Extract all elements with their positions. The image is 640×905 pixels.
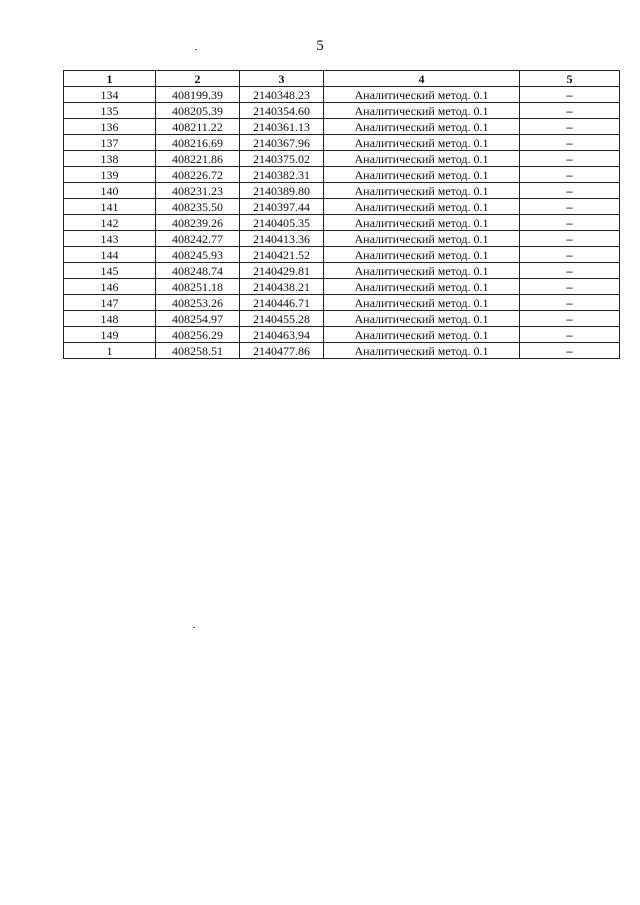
value-cell: – bbox=[520, 247, 620, 263]
method-cell: Аналитический метод. 0.1 bbox=[324, 87, 520, 103]
point-number-cell: 147 bbox=[64, 295, 156, 311]
point-number-cell: 145 bbox=[64, 263, 156, 279]
table-header-row bbox=[64, 71, 620, 87]
x-coordinate-cell: 408251.18 bbox=[156, 279, 240, 295]
value-cell: – bbox=[520, 119, 620, 135]
method-cell: Аналитический метод. 0.1 bbox=[324, 183, 520, 199]
point-number-cell: 141 bbox=[64, 199, 156, 215]
table-row bbox=[64, 231, 620, 247]
x-coordinate-cell: 408199.39 bbox=[156, 87, 240, 103]
table-row bbox=[64, 151, 620, 167]
x-coordinate-cell: 408258.51 bbox=[156, 343, 240, 359]
value-cell: – bbox=[520, 215, 620, 231]
x-coordinate-cell: 408211.22 bbox=[156, 119, 240, 135]
value-cell: – bbox=[520, 135, 620, 151]
x-coordinate-cell: 408216.69 bbox=[156, 135, 240, 151]
value-cell: – bbox=[520, 151, 620, 167]
y-coordinate-cell: 2140446.71 bbox=[240, 295, 324, 311]
table-body bbox=[64, 87, 620, 359]
point-number-cell: 149 bbox=[64, 327, 156, 343]
value-cell: – bbox=[520, 183, 620, 199]
x-coordinate-cell: 408245.93 bbox=[156, 247, 240, 263]
value-cell: – bbox=[520, 343, 620, 359]
point-number-cell: 148 bbox=[64, 311, 156, 327]
method-cell: Аналитический метод. 0.1 bbox=[324, 103, 520, 119]
table-row bbox=[64, 199, 620, 215]
table-row bbox=[64, 103, 620, 119]
point-number-cell: 143 bbox=[64, 231, 156, 247]
point-number-cell: 146 bbox=[64, 279, 156, 295]
y-coordinate-cell: 2140455.28 bbox=[240, 311, 324, 327]
x-coordinate-cell: 408242.77 bbox=[156, 231, 240, 247]
value-cell: – bbox=[520, 327, 620, 343]
x-coordinate-cell: 408254.97 bbox=[156, 311, 240, 327]
table-row bbox=[64, 295, 620, 311]
value-cell: – bbox=[520, 311, 620, 327]
y-coordinate-cell: 2140348.23 bbox=[240, 87, 324, 103]
table-row bbox=[64, 167, 620, 183]
method-cell: Аналитический метод. 0.1 bbox=[324, 327, 520, 343]
point-number-cell: 135 bbox=[64, 103, 156, 119]
column-header-5: 5 bbox=[520, 71, 620, 87]
table-row bbox=[64, 279, 620, 295]
point-number-cell: 139 bbox=[64, 167, 156, 183]
point-number-cell: 144 bbox=[64, 247, 156, 263]
x-coordinate-cell: 408256.29 bbox=[156, 327, 240, 343]
page-number: 5 bbox=[316, 38, 324, 54]
x-coordinate-cell: 408231.23 bbox=[156, 183, 240, 199]
point-number-cell: 1 bbox=[64, 343, 156, 359]
point-number-cell: 142 bbox=[64, 215, 156, 231]
table-row bbox=[64, 263, 620, 279]
column-header-2: 2 bbox=[156, 71, 240, 87]
table-row bbox=[64, 119, 620, 135]
y-coordinate-cell: 2140438.21 bbox=[240, 279, 324, 295]
table-row bbox=[64, 135, 620, 151]
table-row bbox=[64, 215, 620, 231]
x-coordinate-cell: 408205.39 bbox=[156, 103, 240, 119]
method-cell: Аналитический метод. 0.1 bbox=[324, 167, 520, 183]
method-cell: Аналитический метод. 0.1 bbox=[324, 311, 520, 327]
y-coordinate-cell: 2140382.31 bbox=[240, 167, 324, 183]
table-row bbox=[64, 311, 620, 327]
table-row bbox=[64, 87, 620, 103]
method-cell: Аналитический метод. 0.1 bbox=[324, 119, 520, 135]
table-row bbox=[64, 183, 620, 199]
scan-speck bbox=[195, 49, 197, 50]
method-cell: Аналитический метод. 0.1 bbox=[324, 295, 520, 311]
method-cell: Аналитический метод. 0.1 bbox=[324, 199, 520, 215]
point-number-cell: 134 bbox=[64, 87, 156, 103]
value-cell: – bbox=[520, 295, 620, 311]
x-coordinate-cell: 408221.86 bbox=[156, 151, 240, 167]
value-cell: – bbox=[520, 231, 620, 247]
value-cell: – bbox=[520, 199, 620, 215]
point-number-cell: 140 bbox=[64, 183, 156, 199]
method-cell: Аналитический метод. 0.1 bbox=[324, 247, 520, 263]
y-coordinate-cell: 2140421.52 bbox=[240, 247, 324, 263]
method-cell: Аналитический метод. 0.1 bbox=[324, 215, 520, 231]
x-coordinate-cell: 408239.26 bbox=[156, 215, 240, 231]
value-cell: – bbox=[520, 279, 620, 295]
method-cell: Аналитический метод. 0.1 bbox=[324, 135, 520, 151]
scan-speck bbox=[193, 627, 195, 628]
method-cell: Аналитический метод. 0.1 bbox=[324, 263, 520, 279]
table-row bbox=[64, 343, 620, 359]
y-coordinate-cell: 2140413.36 bbox=[240, 231, 324, 247]
x-coordinate-cell: 408248.74 bbox=[156, 263, 240, 279]
method-cell: Аналитический метод. 0.1 bbox=[324, 343, 520, 359]
y-coordinate-cell: 2140354.60 bbox=[240, 103, 324, 119]
column-header-4: 4 bbox=[324, 71, 520, 87]
column-header-1: 1 bbox=[64, 71, 156, 87]
x-coordinate-cell: 408235.50 bbox=[156, 199, 240, 215]
value-cell: – bbox=[520, 263, 620, 279]
y-coordinate-cell: 2140389.80 bbox=[240, 183, 324, 199]
y-coordinate-cell: 2140463.94 bbox=[240, 327, 324, 343]
point-number-cell: 137 bbox=[64, 135, 156, 151]
y-coordinate-cell: 2140397.44 bbox=[240, 199, 324, 215]
x-coordinate-cell: 408226.72 bbox=[156, 167, 240, 183]
x-coordinate-cell: 408253.26 bbox=[156, 295, 240, 311]
point-number-cell: 136 bbox=[64, 119, 156, 135]
method-cell: Аналитический метод. 0.1 bbox=[324, 231, 520, 247]
y-coordinate-cell: 2140367.96 bbox=[240, 135, 324, 151]
value-cell: – bbox=[520, 103, 620, 119]
table-row bbox=[64, 247, 620, 263]
method-cell: Аналитический метод. 0.1 bbox=[324, 151, 520, 167]
y-coordinate-cell: 2140429.81 bbox=[240, 263, 324, 279]
value-cell: – bbox=[520, 167, 620, 183]
column-header-3: 3 bbox=[240, 71, 324, 87]
coordinates-table bbox=[63, 70, 620, 359]
y-coordinate-cell: 2140361.13 bbox=[240, 119, 324, 135]
y-coordinate-cell: 2140375.02 bbox=[240, 151, 324, 167]
y-coordinate-cell: 2140477.86 bbox=[240, 343, 324, 359]
method-cell: Аналитический метод. 0.1 bbox=[324, 279, 520, 295]
value-cell: – bbox=[520, 87, 620, 103]
point-number-cell: 138 bbox=[64, 151, 156, 167]
y-coordinate-cell: 2140405.35 bbox=[240, 215, 324, 231]
table-row bbox=[64, 327, 620, 343]
